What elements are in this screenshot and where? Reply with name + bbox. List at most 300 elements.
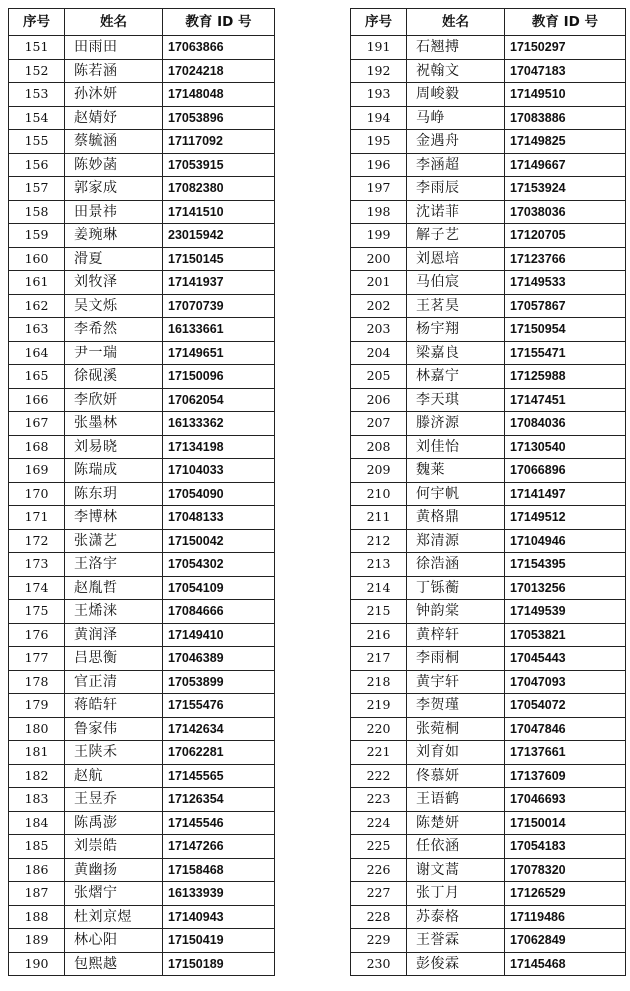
serial-number-cell: 196 (351, 153, 407, 177)
education-id-cell: 17054090 (163, 482, 275, 506)
student-name-cell: 黄梓轩 (407, 623, 505, 647)
table-row (9, 670, 275, 694)
education-id-cell: 17083886 (505, 106, 626, 130)
table-row (351, 294, 626, 318)
student-name-cell: 孙沐妍 (65, 83, 163, 107)
education-id-cell: 17141510 (163, 200, 275, 224)
serial-number-cell: 188 (9, 905, 65, 929)
serial-number-cell: 159 (9, 224, 65, 248)
serial-number-cell: 184 (9, 811, 65, 835)
student-name-cell: 张潇艺 (65, 529, 163, 553)
serial-number-cell: 203 (351, 318, 407, 342)
table-row (9, 271, 275, 295)
student-name-cell: 王茗昊 (407, 294, 505, 318)
student-name-cell: 黄宇轩 (407, 670, 505, 694)
table-row (9, 741, 275, 765)
student-name-cell: 黄幽扬 (65, 858, 163, 882)
serial-number-cell: 165 (9, 365, 65, 389)
education-id-cell: 17134198 (163, 435, 275, 459)
student-name-cell: 祝翰文 (407, 59, 505, 83)
serial-number-cell: 199 (351, 224, 407, 248)
student-name-cell: 杜刘京煜 (65, 905, 163, 929)
serial-number-cell: 185 (9, 835, 65, 859)
education-id-cell: 17150042 (163, 529, 275, 553)
table-row (9, 835, 275, 859)
serial-number-cell: 186 (9, 858, 65, 882)
serial-number-cell: 219 (351, 694, 407, 718)
serial-number-cell: 223 (351, 788, 407, 812)
serial-number-cell: 208 (351, 435, 407, 459)
student-name-cell: 魏莱 (407, 459, 505, 483)
table-row (9, 529, 275, 553)
table-row (9, 600, 275, 624)
serial-number-cell: 194 (351, 106, 407, 130)
student-name-cell: 田景祎 (65, 200, 163, 224)
table-row (351, 36, 626, 60)
student-name-cell: 王洛宇 (65, 553, 163, 577)
student-name-cell: 苏泰格 (407, 905, 505, 929)
table-row (351, 153, 626, 177)
student-name-cell: 任依涵 (407, 835, 505, 859)
table-row (351, 106, 626, 130)
education-id-cell: 17140943 (163, 905, 275, 929)
education-id-cell: 17084666 (163, 600, 275, 624)
serial-number-cell: 170 (9, 482, 65, 506)
education-id-cell: 17046693 (505, 788, 626, 812)
serial-number-cell: 166 (9, 388, 65, 412)
table-row (351, 412, 626, 436)
education-id-cell: 17145546 (163, 811, 275, 835)
table-row (351, 670, 626, 694)
education-id-cell: 17150096 (163, 365, 275, 389)
serial-number-cell: 226 (351, 858, 407, 882)
education-id-cell: 17141937 (163, 271, 275, 295)
serial-number-cell: 213 (351, 553, 407, 577)
serial-number-cell: 200 (351, 247, 407, 271)
table-row (351, 365, 626, 389)
serial-number-cell: 202 (351, 294, 407, 318)
education-id-cell: 17120705 (505, 224, 626, 248)
education-id-cell: 17013256 (505, 576, 626, 600)
table-row (351, 882, 626, 906)
education-id-cell: 17149825 (505, 130, 626, 154)
table-row (9, 200, 275, 224)
student-name-cell: 刘易晓 (65, 435, 163, 459)
education-id-cell: 17084036 (505, 412, 626, 436)
student-name-cell: 解子艺 (407, 224, 505, 248)
table-row (9, 506, 275, 530)
serial-number-cell: 168 (9, 435, 65, 459)
education-id-cell: 17062281 (163, 741, 275, 765)
table-row (9, 83, 275, 107)
student-name-cell: 官正清 (65, 670, 163, 694)
student-name-cell: 张熠宁 (65, 882, 163, 906)
student-name-cell: 李希然 (65, 318, 163, 342)
student-name-cell: 郭家成 (65, 177, 163, 201)
education-id-cell: 17062849 (505, 929, 626, 953)
education-id-cell: 17078320 (505, 858, 626, 882)
education-id-cell: 17054072 (505, 694, 626, 718)
table-row (351, 694, 626, 718)
serial-number-cell: 218 (351, 670, 407, 694)
table-row (9, 811, 275, 835)
serial-number-cell: 204 (351, 341, 407, 365)
serial-number-cell: 221 (351, 741, 407, 765)
header-row (351, 9, 626, 36)
table-row (351, 647, 626, 671)
serial-number-cell: 179 (9, 694, 65, 718)
header-serial-number: 序号 (351, 9, 407, 36)
student-name-cell: 彭俊霖 (407, 952, 505, 976)
student-name-cell: 滕济源 (407, 412, 505, 436)
student-name-cell: 张丁月 (407, 882, 505, 906)
education-id-cell: 17150954 (505, 318, 626, 342)
serial-number-cell: 153 (9, 83, 65, 107)
serial-number-cell: 227 (351, 882, 407, 906)
education-id-cell: 17153924 (505, 177, 626, 201)
education-id-cell: 17053821 (505, 623, 626, 647)
table-row (351, 623, 626, 647)
education-id-cell: 17126529 (505, 882, 626, 906)
student-name-cell: 陈若涵 (65, 59, 163, 83)
student-name-cell: 包熙越 (65, 952, 163, 976)
education-id-cell: 17137609 (505, 764, 626, 788)
table-row (9, 341, 275, 365)
student-name-cell: 赵航 (65, 764, 163, 788)
table-row (351, 929, 626, 953)
education-id-cell: 17148048 (163, 83, 275, 107)
student-name-cell: 李雨辰 (407, 177, 505, 201)
student-name-cell: 杨宇翔 (407, 318, 505, 342)
table-row (351, 764, 626, 788)
student-name-cell: 姜琬琳 (65, 224, 163, 248)
right-table-body (351, 36, 626, 976)
student-name-cell: 何宇帆 (407, 482, 505, 506)
table-row (9, 294, 275, 318)
serial-number-cell: 154 (9, 106, 65, 130)
education-id-cell: 17150189 (163, 952, 275, 976)
table-row (9, 882, 275, 906)
serial-number-cell: 157 (9, 177, 65, 201)
student-name-cell: 林心阳 (65, 929, 163, 953)
education-id-cell: 17147266 (163, 835, 275, 859)
serial-number-cell: 162 (9, 294, 65, 318)
table-row (9, 247, 275, 271)
student-name-cell: 吴文烁 (65, 294, 163, 318)
serial-number-cell: 220 (351, 717, 407, 741)
table-row (9, 623, 275, 647)
education-id-cell: 17145565 (163, 764, 275, 788)
student-name-cell: 王烯涞 (65, 600, 163, 624)
serial-number-cell: 210 (351, 482, 407, 506)
education-id-cell: 17024218 (163, 59, 275, 83)
serial-number-cell: 167 (9, 412, 65, 436)
header-serial-number: 序号 (9, 9, 65, 36)
serial-number-cell: 177 (9, 647, 65, 671)
education-id-cell: 17048133 (163, 506, 275, 530)
student-name-cell: 王昱乔 (65, 788, 163, 812)
table-row (351, 529, 626, 553)
roster-table-right (350, 8, 626, 976)
table-row (351, 905, 626, 929)
education-id-cell: 17119486 (505, 905, 626, 929)
student-name-cell: 李天琪 (407, 388, 505, 412)
student-name-cell: 赵婧妤 (65, 106, 163, 130)
table-row (9, 482, 275, 506)
education-id-cell: 17070739 (163, 294, 275, 318)
serial-number-cell: 217 (351, 647, 407, 671)
student-name-cell: 王誉霖 (407, 929, 505, 953)
serial-number-cell: 225 (351, 835, 407, 859)
education-id-cell: 17082380 (163, 177, 275, 201)
student-name-cell: 李雨桐 (407, 647, 505, 671)
serial-number-cell: 164 (9, 341, 65, 365)
education-id-cell: 17053896 (163, 106, 275, 130)
education-id-cell: 17123766 (505, 247, 626, 271)
serial-number-cell: 152 (9, 59, 65, 83)
serial-number-cell: 192 (351, 59, 407, 83)
roster-table-left (8, 8, 275, 976)
student-name-cell: 沈诺菲 (407, 200, 505, 224)
serial-number-cell: 222 (351, 764, 407, 788)
table-row (9, 858, 275, 882)
serial-number-cell: 158 (9, 200, 65, 224)
education-id-cell: 17047846 (505, 717, 626, 741)
serial-number-cell: 215 (351, 600, 407, 624)
serial-number-cell: 161 (9, 271, 65, 295)
serial-number-cell: 189 (9, 929, 65, 953)
serial-number-cell: 163 (9, 318, 65, 342)
serial-number-cell: 183 (9, 788, 65, 812)
education-id-cell: 17150145 (163, 247, 275, 271)
serial-number-cell: 151 (9, 36, 65, 60)
table-row (9, 576, 275, 600)
table-row (9, 435, 275, 459)
student-name-cell: 徐砚溪 (65, 365, 163, 389)
serial-number-cell: 228 (351, 905, 407, 929)
education-id-cell: 17145468 (505, 952, 626, 976)
table-row (351, 388, 626, 412)
table-row (9, 952, 275, 976)
serial-number-cell: 155 (9, 130, 65, 154)
serial-number-cell: 193 (351, 83, 407, 107)
education-id-cell: 17057867 (505, 294, 626, 318)
education-id-cell: 17141497 (505, 482, 626, 506)
student-name-cell: 陈瑞成 (65, 459, 163, 483)
serial-number-cell: 175 (9, 600, 65, 624)
education-id-cell: 17149539 (505, 600, 626, 624)
education-id-cell: 16133661 (163, 318, 275, 342)
education-id-cell: 17046389 (163, 647, 275, 671)
serial-number-cell: 178 (9, 670, 65, 694)
table-row (9, 130, 275, 154)
table-row (351, 247, 626, 271)
table-row (9, 106, 275, 130)
student-name-cell: 王语鹤 (407, 788, 505, 812)
table-row (9, 59, 275, 83)
student-name-cell: 刘崇皓 (65, 835, 163, 859)
education-id-cell: 16133362 (163, 412, 275, 436)
table-row (351, 811, 626, 835)
student-name-cell: 尹一瑞 (65, 341, 163, 365)
serial-number-cell: 191 (351, 36, 407, 60)
education-id-cell: 17047183 (505, 59, 626, 83)
serial-number-cell: 181 (9, 741, 65, 765)
education-id-cell: 17117092 (163, 130, 275, 154)
table-row (9, 929, 275, 953)
table-row (9, 153, 275, 177)
serial-number-cell: 195 (351, 130, 407, 154)
serial-number-cell: 176 (9, 623, 65, 647)
student-name-cell: 李欣妍 (65, 388, 163, 412)
education-id-cell: 17054302 (163, 553, 275, 577)
table-row (351, 576, 626, 600)
table-row (351, 83, 626, 107)
table-row (351, 459, 626, 483)
student-name-cell: 滑夏 (65, 247, 163, 271)
serial-number-cell: 171 (9, 506, 65, 530)
student-name-cell: 黄格鼎 (407, 506, 505, 530)
table-row (9, 412, 275, 436)
header-name: 姓名 (65, 9, 163, 36)
roster-sheet (0, 8, 630, 988)
student-name-cell: 李涵超 (407, 153, 505, 177)
table-row (351, 835, 626, 859)
table-row (351, 482, 626, 506)
education-id-cell: 17104033 (163, 459, 275, 483)
education-id-cell: 23015942 (163, 224, 275, 248)
table-row (9, 905, 275, 929)
student-name-cell: 李贺瑾 (407, 694, 505, 718)
education-id-cell: 17149512 (505, 506, 626, 530)
serial-number-cell: 198 (351, 200, 407, 224)
serial-number-cell: 174 (9, 576, 65, 600)
serial-number-cell: 172 (9, 529, 65, 553)
table-row (9, 36, 275, 60)
serial-number-cell: 230 (351, 952, 407, 976)
education-id-cell: 17053915 (163, 153, 275, 177)
student-name-cell: 郑清源 (407, 529, 505, 553)
student-name-cell: 王陕禾 (65, 741, 163, 765)
serial-number-cell: 182 (9, 764, 65, 788)
table-row (9, 388, 275, 412)
student-name-cell: 徐浩涵 (407, 553, 505, 577)
table-row (351, 224, 626, 248)
table-row (9, 788, 275, 812)
student-name-cell: 刘育如 (407, 741, 505, 765)
table-row (351, 177, 626, 201)
table-row (351, 341, 626, 365)
education-id-cell: 17126354 (163, 788, 275, 812)
table-row (351, 200, 626, 224)
student-name-cell: 石翘搏 (407, 36, 505, 60)
table-row (351, 741, 626, 765)
table-row (351, 788, 626, 812)
serial-number-cell: 173 (9, 553, 65, 577)
table-row (351, 717, 626, 741)
header-education-id: 教育 ID 号 (505, 9, 626, 36)
education-id-cell: 17104946 (505, 529, 626, 553)
education-id-cell: 17045443 (505, 647, 626, 671)
student-name-cell: 陈东玥 (65, 482, 163, 506)
table-row (9, 177, 275, 201)
education-id-cell: 17149410 (163, 623, 275, 647)
table-row (351, 952, 626, 976)
table-row (351, 318, 626, 342)
student-name-cell: 蒋皓轩 (65, 694, 163, 718)
header-row (9, 9, 275, 36)
serial-number-cell: 206 (351, 388, 407, 412)
serial-number-cell: 201 (351, 271, 407, 295)
student-name-cell: 马伯宸 (407, 271, 505, 295)
student-name-cell: 鲁家伟 (65, 717, 163, 741)
serial-number-cell: 160 (9, 247, 65, 271)
student-name-cell: 刘恩培 (407, 247, 505, 271)
education-id-cell: 17155476 (163, 694, 275, 718)
student-name-cell: 林嘉宁 (407, 365, 505, 389)
student-name-cell: 周峻毅 (407, 83, 505, 107)
education-id-cell: 17047093 (505, 670, 626, 694)
left-table-body (9, 36, 275, 976)
education-id-cell: 17125988 (505, 365, 626, 389)
education-id-cell: 17150297 (505, 36, 626, 60)
table-row (351, 600, 626, 624)
student-name-cell: 赵胤哲 (65, 576, 163, 600)
student-name-cell: 吕思衡 (65, 647, 163, 671)
serial-number-cell: 197 (351, 177, 407, 201)
table-row (9, 459, 275, 483)
serial-number-cell: 216 (351, 623, 407, 647)
table-row (351, 506, 626, 530)
education-id-cell: 17137661 (505, 741, 626, 765)
serial-number-cell: 187 (9, 882, 65, 906)
education-id-cell: 17149533 (505, 271, 626, 295)
student-name-cell: 蔡毓涵 (65, 130, 163, 154)
student-name-cell: 刘牧泽 (65, 271, 163, 295)
serial-number-cell: 190 (9, 952, 65, 976)
table-row (9, 694, 275, 718)
education-id-cell: 17149651 (163, 341, 275, 365)
education-id-cell: 17154395 (505, 553, 626, 577)
serial-number-cell: 180 (9, 717, 65, 741)
student-name-cell: 佟慕妍 (407, 764, 505, 788)
student-name-cell: 田雨田 (65, 36, 163, 60)
student-name-cell: 陈妙菡 (65, 153, 163, 177)
student-name-cell: 钟韵棠 (407, 600, 505, 624)
education-id-cell: 17147451 (505, 388, 626, 412)
table-row (351, 435, 626, 459)
table-row (9, 365, 275, 389)
serial-number-cell: 169 (9, 459, 65, 483)
serial-number-cell: 211 (351, 506, 407, 530)
table-row (9, 553, 275, 577)
education-id-cell: 17053899 (163, 670, 275, 694)
student-name-cell: 张墨林 (65, 412, 163, 436)
education-id-cell: 17149510 (505, 83, 626, 107)
header-name: 姓名 (407, 9, 505, 36)
education-id-cell: 17150419 (163, 929, 275, 953)
education-id-cell: 17054183 (505, 835, 626, 859)
serial-number-cell: 209 (351, 459, 407, 483)
student-name-cell: 陈禹澎 (65, 811, 163, 835)
student-name-cell: 马峥 (407, 106, 505, 130)
serial-number-cell: 212 (351, 529, 407, 553)
student-name-cell: 黄润泽 (65, 623, 163, 647)
education-id-cell: 17062054 (163, 388, 275, 412)
table-row (9, 647, 275, 671)
table-row (351, 59, 626, 83)
student-name-cell: 张菀桐 (407, 717, 505, 741)
